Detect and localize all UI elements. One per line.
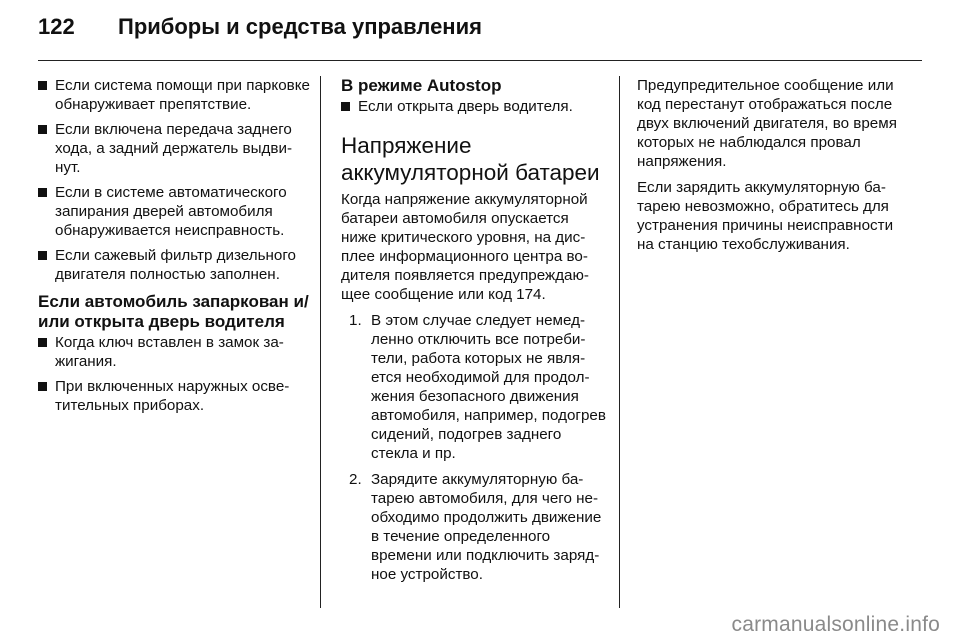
column-2: [341, 76, 607, 591]
bullet-list-autostop: [341, 97, 607, 116]
section-heading-parked: Если автомобиль запаркован и/или открыта дверь водителя: [38, 292, 309, 331]
section-heading-autostop: В режиме Autostop: [341, 76, 502, 95]
list-item: Если открыта дверь водителя.: [341, 97, 607, 116]
column-divider-1: [320, 76, 321, 608]
list-item: Если включена передача заднего хода, а задний держатель выдвинут.: [38, 120, 310, 177]
step-item: [349, 470, 607, 584]
paragraph: Если зарядить аккумуляторную батарею невозможно, обратитесь для устранения причины неисправности на станцию техобслуживания.: [637, 179, 894, 253]
bullet-square-icon: [341, 102, 350, 111]
bullet-square-icon: [38, 338, 47, 347]
list-item: Если система помощи при парковке обнаруживает препятствие.: [38, 76, 310, 114]
section-heading-battery: Напряжение аккумуляторной батареи: [341, 133, 600, 185]
list-item: Если сажевый фильтр дизельного двигателя полностью заполнен.: [38, 246, 310, 284]
step-number: 2.: [349, 471, 362, 488]
paragraph: Предупредительное сообщение или код перестанут отображаться после двух включений двигателя, во время которых не наблюдался провал напряжения.: [637, 77, 897, 170]
page-number: 122: [38, 14, 75, 39]
list-item: При включенных наружных осветительных приборах.: [38, 377, 310, 415]
page-title: Приборы и средства управления: [118, 14, 482, 39]
column-1: [38, 76, 310, 421]
bullet-square-icon: [38, 125, 47, 134]
column-divider-2: [619, 76, 620, 608]
battery-paragraph: Когда напряжение аккумуляторной батареи автомобиля опускается ниже критического уровня, на дисплее информационного центра водителя появляется предупреждающее сообщение или код 174.: [341, 191, 589, 303]
bullet-square-icon: [38, 188, 47, 197]
column-3: [637, 76, 909, 261]
bullet-list-top: [38, 76, 310, 284]
header-divider: [38, 60, 922, 61]
page-header: [38, 14, 482, 50]
watermark: carmanualsonline.info: [731, 613, 940, 636]
steps-list: [341, 311, 607, 584]
bullet-square-icon: [38, 81, 47, 90]
step-text: В этом случае следует немедленно отключить все потребители, работа которых не является необходимой для продолжения безопасного движения автомобиля, например, подогрев сидений, подогрев заднего стекла и пр.: [371, 312, 606, 462]
bullet-square-icon: [38, 382, 47, 391]
step-item: [349, 311, 607, 463]
step-text: Зарядите аккумуляторную батарею автомобиля, для чего необходимо продолжить движение в течение определенного времени или подключить зарядное устройство.: [371, 471, 602, 583]
list-item: Если в системе автоматического запирания дверей автомобиля обнаруживается неисправность.: [38, 183, 310, 240]
bullet-list-bottom: [38, 333, 310, 415]
bullet-square-icon: [38, 251, 47, 260]
list-item: Когда ключ вставлен в замок зажигания.: [38, 333, 310, 371]
step-number: 1.: [349, 312, 362, 329]
